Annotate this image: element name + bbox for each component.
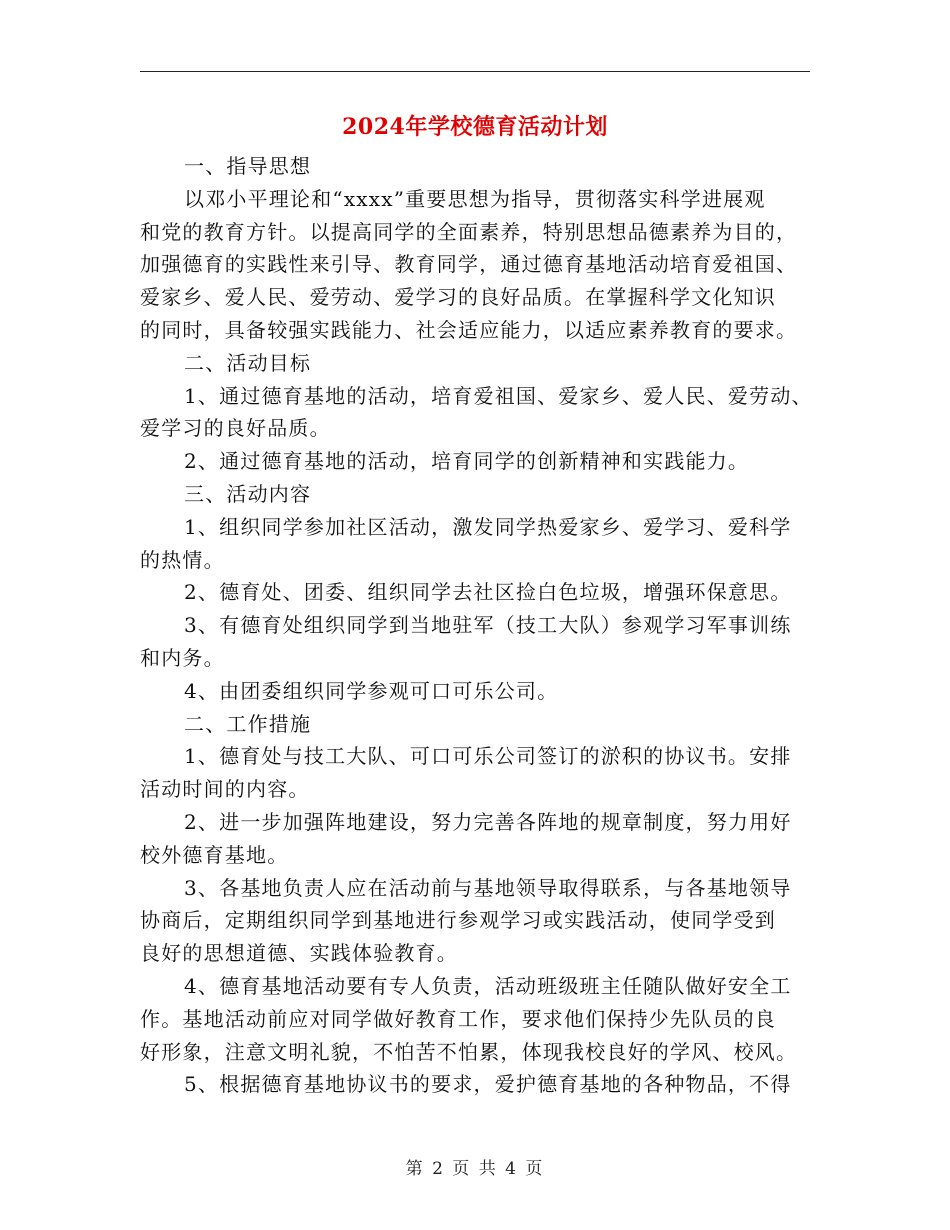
paragraph-line: 2、德育处、团委、组织同学去社区捡白色垃圾，增强环保意思。 <box>184 580 792 605</box>
paragraph-line: 4、德育基地活动要有专人负责，活动班级班主任随队做好安全工 <box>184 973 792 998</box>
paragraph-line: 3、有德育处组织同学到当地驻军（技工大队）参观学习军事训练 <box>184 613 792 638</box>
header-rule <box>140 71 810 72</box>
paragraph-line: 活动时间的内容。 <box>140 777 310 802</box>
paragraph-line: 爱学习的良好品质。 <box>140 416 331 441</box>
paragraph-line: 协商后，定期组织同学到基地进行参观学习或实践活动，使同学受到 <box>140 908 776 933</box>
paragraph-line: 2、进一步加强阵地建设，努力完善各阵地的规章制度，努力用好 <box>184 809 792 834</box>
page-number-footer: 第 2 页 共 4 页 <box>405 1159 545 1179</box>
section-heading: 二、活动目标 <box>184 350 312 375</box>
document-title: 2024年学校德育活动计划 <box>342 114 608 140</box>
paragraph-line: 爱家乡、爱人民、爱劳动、爱学习的良好品质。在掌握科学文化知识 <box>140 285 776 310</box>
paragraph-line: 的同时，具备较强实践能力、社会适应能力，以适应素养教育的要求。 <box>140 317 798 342</box>
paragraph-line: 1、组织同学参加社区活动，激发同学热爱家乡、爱学习、爱科学 <box>184 514 792 539</box>
paragraph-line: 的热情。 <box>140 547 225 572</box>
paragraph-line: 2、通过德育基地的活动，培育同学的创新精神和实践能力。 <box>184 449 750 474</box>
section-heading: 一、指导思想 <box>184 154 312 178</box>
section-heading: 三、活动内容 <box>184 481 312 506</box>
paragraph-line: 校外德育基地。 <box>140 842 289 867</box>
document-body <box>140 150 820 1101</box>
paragraph-line: 1、通过德育基地的活动，培育爱祖国、爱家乡、爱人民、爱劳动、 <box>184 383 813 408</box>
paragraph-line: 作。基地活动前应对同学做好教育工作，要求他们保持少先队员的良 <box>140 1006 776 1031</box>
paragraph-line: 和内务。 <box>140 645 225 670</box>
paragraph-line: 3、各基地负责人应在活动前与基地领导取得联系，与各基地领导 <box>184 875 792 900</box>
section-heading: 二、工作措施 <box>184 711 312 736</box>
paragraph-line: 良好的思想道德、实践体验教育。 <box>140 941 458 966</box>
paragraph-line: 加强德育的实践性来引导、教育同学，通过德育基地活动培育爱祖国、 <box>140 252 798 277</box>
paragraph-line: 5、根据德育基地协议书的要求，爱护德育基地的各种物品，不得 <box>184 1072 792 1097</box>
paragraph-line: 以邓小平理论和“xxxx”重要思想为指导，贯彻落实科学进展观 <box>184 186 766 211</box>
paragraph-line: 和党的教育方针。以提高同学的全面素养，特别思想品德素养为目的， <box>140 219 798 244</box>
paragraph-line: 好形象，注意文明礼貌，不怕苦不怕累，体现我校良好的学风、校风。 <box>140 1039 798 1064</box>
paragraph-line: 1、德育处与技工大队、可口可乐公司签订的淤积的协议书。安排 <box>184 744 792 769</box>
paragraph-line: 4、由团委组织同学参观可口可乐公司。 <box>184 678 559 703</box>
